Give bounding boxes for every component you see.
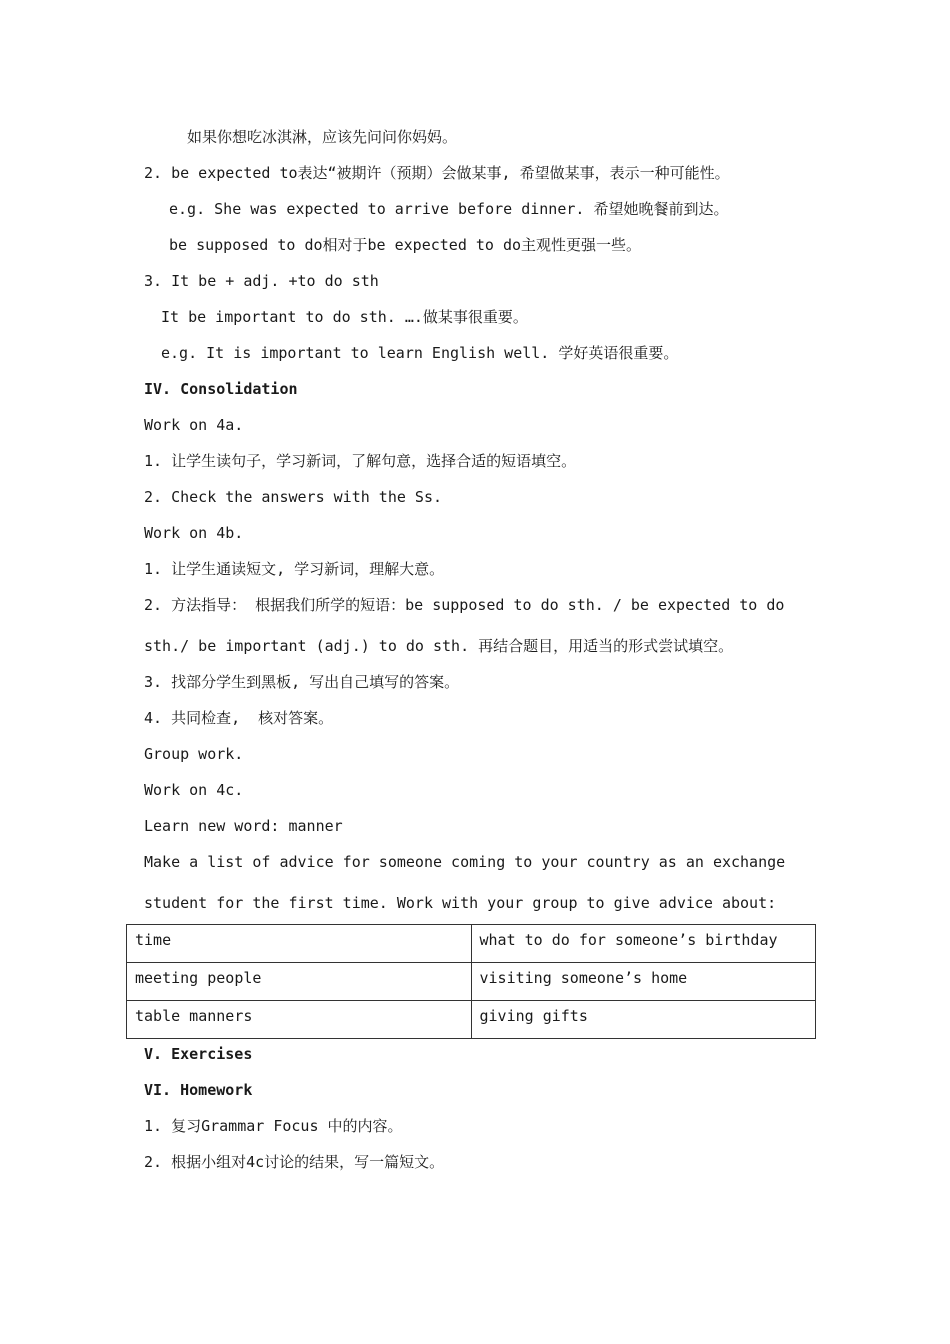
table-row [127,1001,816,1039]
line-work-4c: Work on 4c. [144,781,244,799]
advice-table [126,924,816,1039]
table-cell: what to do for someone’s birthday [471,925,816,963]
line-4b-step3: 3. 找部分学生到黑板, 写出自己填写的答案。 [144,673,460,691]
line-work-4a: Work on 4a. [144,416,244,434]
heading-exercises: V. Exercises [144,1045,253,1063]
line-homework-1: 1. 复习Grammar Focus 中的内容。 [144,1117,403,1135]
line-ice-cream: 如果你想吃冰淇淋，应该先问问你妈妈。 [187,128,458,146]
table-row [127,925,816,963]
line-4a-step1: 1. 让学生读句子，学习新词，了解句意，选择合适的短语填空。 [144,452,577,470]
heading-consolidation: IV. Consolidation [144,380,298,398]
table-cell: meeting people [127,963,472,1001]
line-4a-step2: 2. Check the answers with the Ss. [144,488,443,506]
line-new-word: Learn new word: manner [144,817,343,835]
line-4b-step1: 1. 让学生通读短文, 学习新词，理解大意。 [144,560,445,578]
line-4b-step2-cont: sth./ be important (adj.) to do sth. 再结合题目，用适当的形式尝试填空。 [144,637,734,655]
table-cell: visiting someone’s home [471,963,816,1001]
heading-homework: VI. Homework [144,1081,253,1099]
table-cell: giving gifts [471,1001,816,1039]
line-make-list: Make a list of advice for someone coming to your country as an exchange [144,853,786,871]
line-4b-step4: 4. 共同检查, 核对答案。 [144,709,334,727]
line-it-be-important: It be important to do sth. ….做某事很重要。 [161,308,528,326]
line-supposed-vs-expected: be supposed to do相对于be expected to do主观性更强一些。 [169,236,642,254]
line-homework-2: 2. 根据小组对4c讨论的结果，写一篇短文。 [144,1153,445,1171]
line-expected-to: 2. be expected to表达“被期许（预期）会做某事, 希望做某事，表示一种可能性。 [144,164,730,182]
table-cell: time [127,925,472,963]
line-work-4b: Work on 4b. [144,524,244,542]
line-4b-step2: 2. 方法指导： 根据我们所学的短语：be supposed to do sth. / be expected to do [144,596,785,614]
line-example-dinner: e.g. She was expected to arrive before dinner. 希望她晚餐前到达。 [169,200,729,218]
table-cell: table manners [127,1001,472,1039]
table-row [127,963,816,1001]
line-group-work: Group work. [144,745,244,763]
line-example-english: e.g. It is important to learn English well. 学好英语很重要。 [161,344,679,362]
line-it-be-adj: 3. It be + adj. +to do sth [144,272,379,290]
line-make-list-cont: student for the first time. Work with your group to give advice about: [144,894,777,912]
